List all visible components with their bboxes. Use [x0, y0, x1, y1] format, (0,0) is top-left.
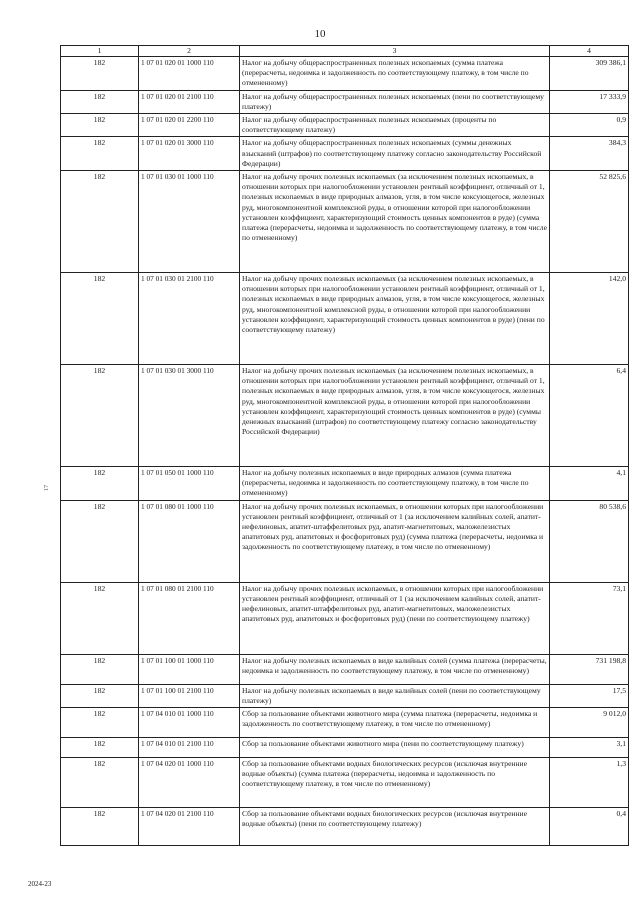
row-amount: 17 333,9 — [550, 90, 629, 113]
row-code: 182 — [61, 758, 139, 808]
row-code: 182 — [61, 708, 139, 738]
row-amount: 80 538,6 — [550, 500, 629, 582]
table-row — [61, 500, 629, 582]
table-row — [61, 738, 629, 758]
table-row — [61, 90, 629, 113]
revenue-table — [60, 45, 629, 846]
row-name: Налог на добычу прочих полезных ископаемых (за исключением полезных ископаемых, в отношении которых при налогообложении установлен рентный коэффициент, отличный от 1, полезных ископаемых в виде природных алмазов, угля, в том числе коксующегося, железных руд, многокомпонентной комплексной руды, в отношении которой при налогообложении установлен коэффициент, характеризующий стоимость ценных компонентов в руде) (суммы денежных взысканий (штрафов) по соответствующему платежу согласно законодательству Российской Федерации) — [240, 365, 550, 467]
row-code: 182 — [61, 500, 139, 582]
row-name: Налог на добычу общераспространенных полезных ископаемых (пени по соответствующему платежу) — [240, 90, 550, 113]
row-code: 182 — [61, 738, 139, 758]
row-name: Налог на добычу прочих полезных ископаемых, в отношении которых при налогообложении установлен рентный коэффициент, отличный от 1 (за исключением калийных солей, апатит-нефелиновых, апатит-штаффелитовых руд, апатит-магнетитовых, маложелезистых апатитовых руд, апатитовых и фосфоритовых руд) (пени по соответствующему платежу) — [240, 582, 550, 654]
table-row — [61, 467, 629, 501]
table-row — [61, 654, 629, 684]
row-amount: 73,1 — [550, 582, 629, 654]
row-amount: 3,1 — [550, 738, 629, 758]
row-kbk: 1 07 04 010 01 1000 110 — [139, 708, 240, 738]
row-code: 182 — [61, 137, 139, 171]
table-row — [61, 273, 629, 365]
row-code: 182 — [61, 365, 139, 467]
table-row — [61, 137, 629, 171]
row-kbk: 1 07 01 020 01 3000 110 — [139, 137, 240, 171]
header-col-2: 2 — [139, 46, 240, 57]
row-kbk: 1 07 04 020 01 1000 110 — [139, 758, 240, 808]
row-amount: 52 825,6 — [550, 171, 629, 273]
table-row — [61, 57, 629, 91]
table-row — [61, 684, 629, 707]
row-kbk: 1 07 01 080 01 2100 110 — [139, 582, 240, 654]
header-col-1: 1 — [61, 46, 139, 57]
row-kbk: 1 07 01 080 01 1000 110 — [139, 500, 240, 582]
row-name: Сбор за пользование объектами водных биологических ресурсов (исключая внутренние водные объекты) (пени по соответствующему платежу) — [240, 808, 550, 846]
row-kbk: 1 07 01 030 01 3000 110 — [139, 365, 240, 467]
row-amount: 9 012,0 — [550, 708, 629, 738]
row-code: 182 — [61, 654, 139, 684]
row-amount: 1,3 — [550, 758, 629, 808]
row-name: Налог на добычу общераспространенных полезных ископаемых (проценты по соответствующему платежу) — [240, 114, 550, 137]
table-row — [61, 114, 629, 137]
row-code: 182 — [61, 57, 139, 91]
row-kbk: 1 07 01 100 01 1000 110 — [139, 654, 240, 684]
row-amount: 0,4 — [550, 808, 629, 846]
table-row — [61, 365, 629, 467]
table-row — [61, 171, 629, 273]
row-code: 182 — [61, 171, 139, 273]
row-kbk: 1 07 01 020 01 1000 110 — [139, 57, 240, 91]
row-name: Налог на добычу полезных ископаемых в виде природных алмазов (сумма платежа (перерасчеты, недоимка и задолженность по соответствующему платежу, в том числе по отмененному) — [240, 467, 550, 501]
row-name: Налог на добычу прочих полезных ископаемых, в отношении которых при налогообложении установлен рентный коэффициент, отличный от 1 (за исключением калийных солей, апатит-нефелиновых, апатит-штаффелитовых руд, апатит-магнетитовых, маложелезистых апатитовых руд, апатитовых и фосфоритовых руд) (сумма платежа (перерасчеты, недоимка и задолженность по соответствующему платежу, в том числе по отмененному) — [240, 500, 550, 582]
row-name: Налог на добычу прочих полезных ископаемых (за исключением полезных ископаемых, в отношении которых при налогообложении установлен рентный коэффициент, отличный от 1, полезных ископаемых в виде природных алмазов, угля, в том числе коксующегося, железных руд, многокомпонентной комплексной руды, в отношении которой при налогообложении установлен коэффициент, характеризующий стоимость ценных компонентов в руде) (пени по соответствующему платежу) — [240, 273, 550, 365]
row-amount: 309 386,1 — [550, 57, 629, 91]
row-code: 182 — [61, 114, 139, 137]
row-code: 182 — [61, 684, 139, 707]
footer-code: 2024-23 — [28, 880, 52, 888]
row-amount: 142,0 — [550, 273, 629, 365]
row-kbk: 1 07 04 020 01 2100 110 — [139, 808, 240, 846]
table-row — [61, 708, 629, 738]
row-name: Налог на добычу общераспространенных полезных ископаемых (суммы денежных взысканий (штрафов) по соответствующему платежу согласно законодательству Российской Федерации) — [240, 137, 550, 171]
row-name: Сбор за пользование объектами водных биологических ресурсов (исключая внутренние водные объекты) (сумма платежа (перерасчеты, недоимка и задолженность по соответствующему платежу, в том числе по отмененному) — [240, 758, 550, 808]
row-code: 182 — [61, 90, 139, 113]
row-amount: 0,9 — [550, 114, 629, 137]
row-name: Налог на добычу полезных ископаемых в виде калийных солей (сумма платежа (перерасчеты, недоимка и задолженность по соответствующему платежу, в том числе по отмененному) — [240, 654, 550, 684]
row-kbk: 1 07 01 020 01 2200 110 — [139, 114, 240, 137]
row-amount: 731 198,8 — [550, 654, 629, 684]
row-kbk: 1 07 01 030 01 2100 110 — [139, 273, 240, 365]
table-body — [61, 57, 629, 846]
side-mark: 17 — [44, 485, 50, 491]
header-col-4: 4 — [550, 46, 629, 57]
row-kbk: 1 07 01 050 01 1000 110 — [139, 467, 240, 501]
row-kbk: 1 07 01 030 01 1000 110 — [139, 171, 240, 273]
row-name: Сбор за пользование объектами животного мира (пени по соответствующему платежу) — [240, 738, 550, 758]
row-name: Налог на добычу общераспространенных полезных ископаемых (сумма платежа (перерасчеты, недоимка и задолженность по соответствующему платежу, в том числе по отмененному) — [240, 57, 550, 91]
row-amount: 384,3 — [550, 137, 629, 171]
row-code: 182 — [61, 808, 139, 846]
table-row — [61, 758, 629, 808]
table-row — [61, 808, 629, 846]
row-code: 182 — [61, 467, 139, 501]
page-number: 10 — [314, 28, 326, 40]
table-row — [61, 582, 629, 654]
row-kbk: 1 07 04 010 01 2100 110 — [139, 738, 240, 758]
row-kbk: 1 07 01 100 01 2100 110 — [139, 684, 240, 707]
row-name: Налог на добычу прочих полезных ископаемых (за исключением полезных ископаемых, в отношении которых при налогообложении установлен рентный коэффициент, отличный от 1, полезных ископаемых в виде природных алмазов, угля, в том числе коксующегося, железных руд, многокомпонентной комплексной руды, в отношении которой при налогообложении установлен коэффициент, характеризующий стоимость ценных компонентов в руде) (сумма платежа (перерасчеты, недоимка и задолженность по соответствующему платежу, в том числе по отмененному) — [240, 171, 550, 273]
row-amount: 4,1 — [550, 467, 629, 501]
row-code: 182 — [61, 273, 139, 365]
row-name: Сбор за пользование объектами животного мира (сумма платежа (перерасчеты, недоимка и задолженность по соответствующему платежу, в том числе по отмененному) — [240, 708, 550, 738]
row-code: 182 — [61, 582, 139, 654]
header-col-3: 3 — [240, 46, 550, 57]
row-name: Налог на добычу полезных ископаемых в виде калийных солей (пени по соответствующему платежу) — [240, 684, 550, 707]
table-header-row — [61, 46, 629, 57]
row-kbk: 1 07 01 020 01 2100 110 — [139, 90, 240, 113]
row-amount: 6,4 — [550, 365, 629, 467]
row-amount: 17,5 — [550, 684, 629, 707]
